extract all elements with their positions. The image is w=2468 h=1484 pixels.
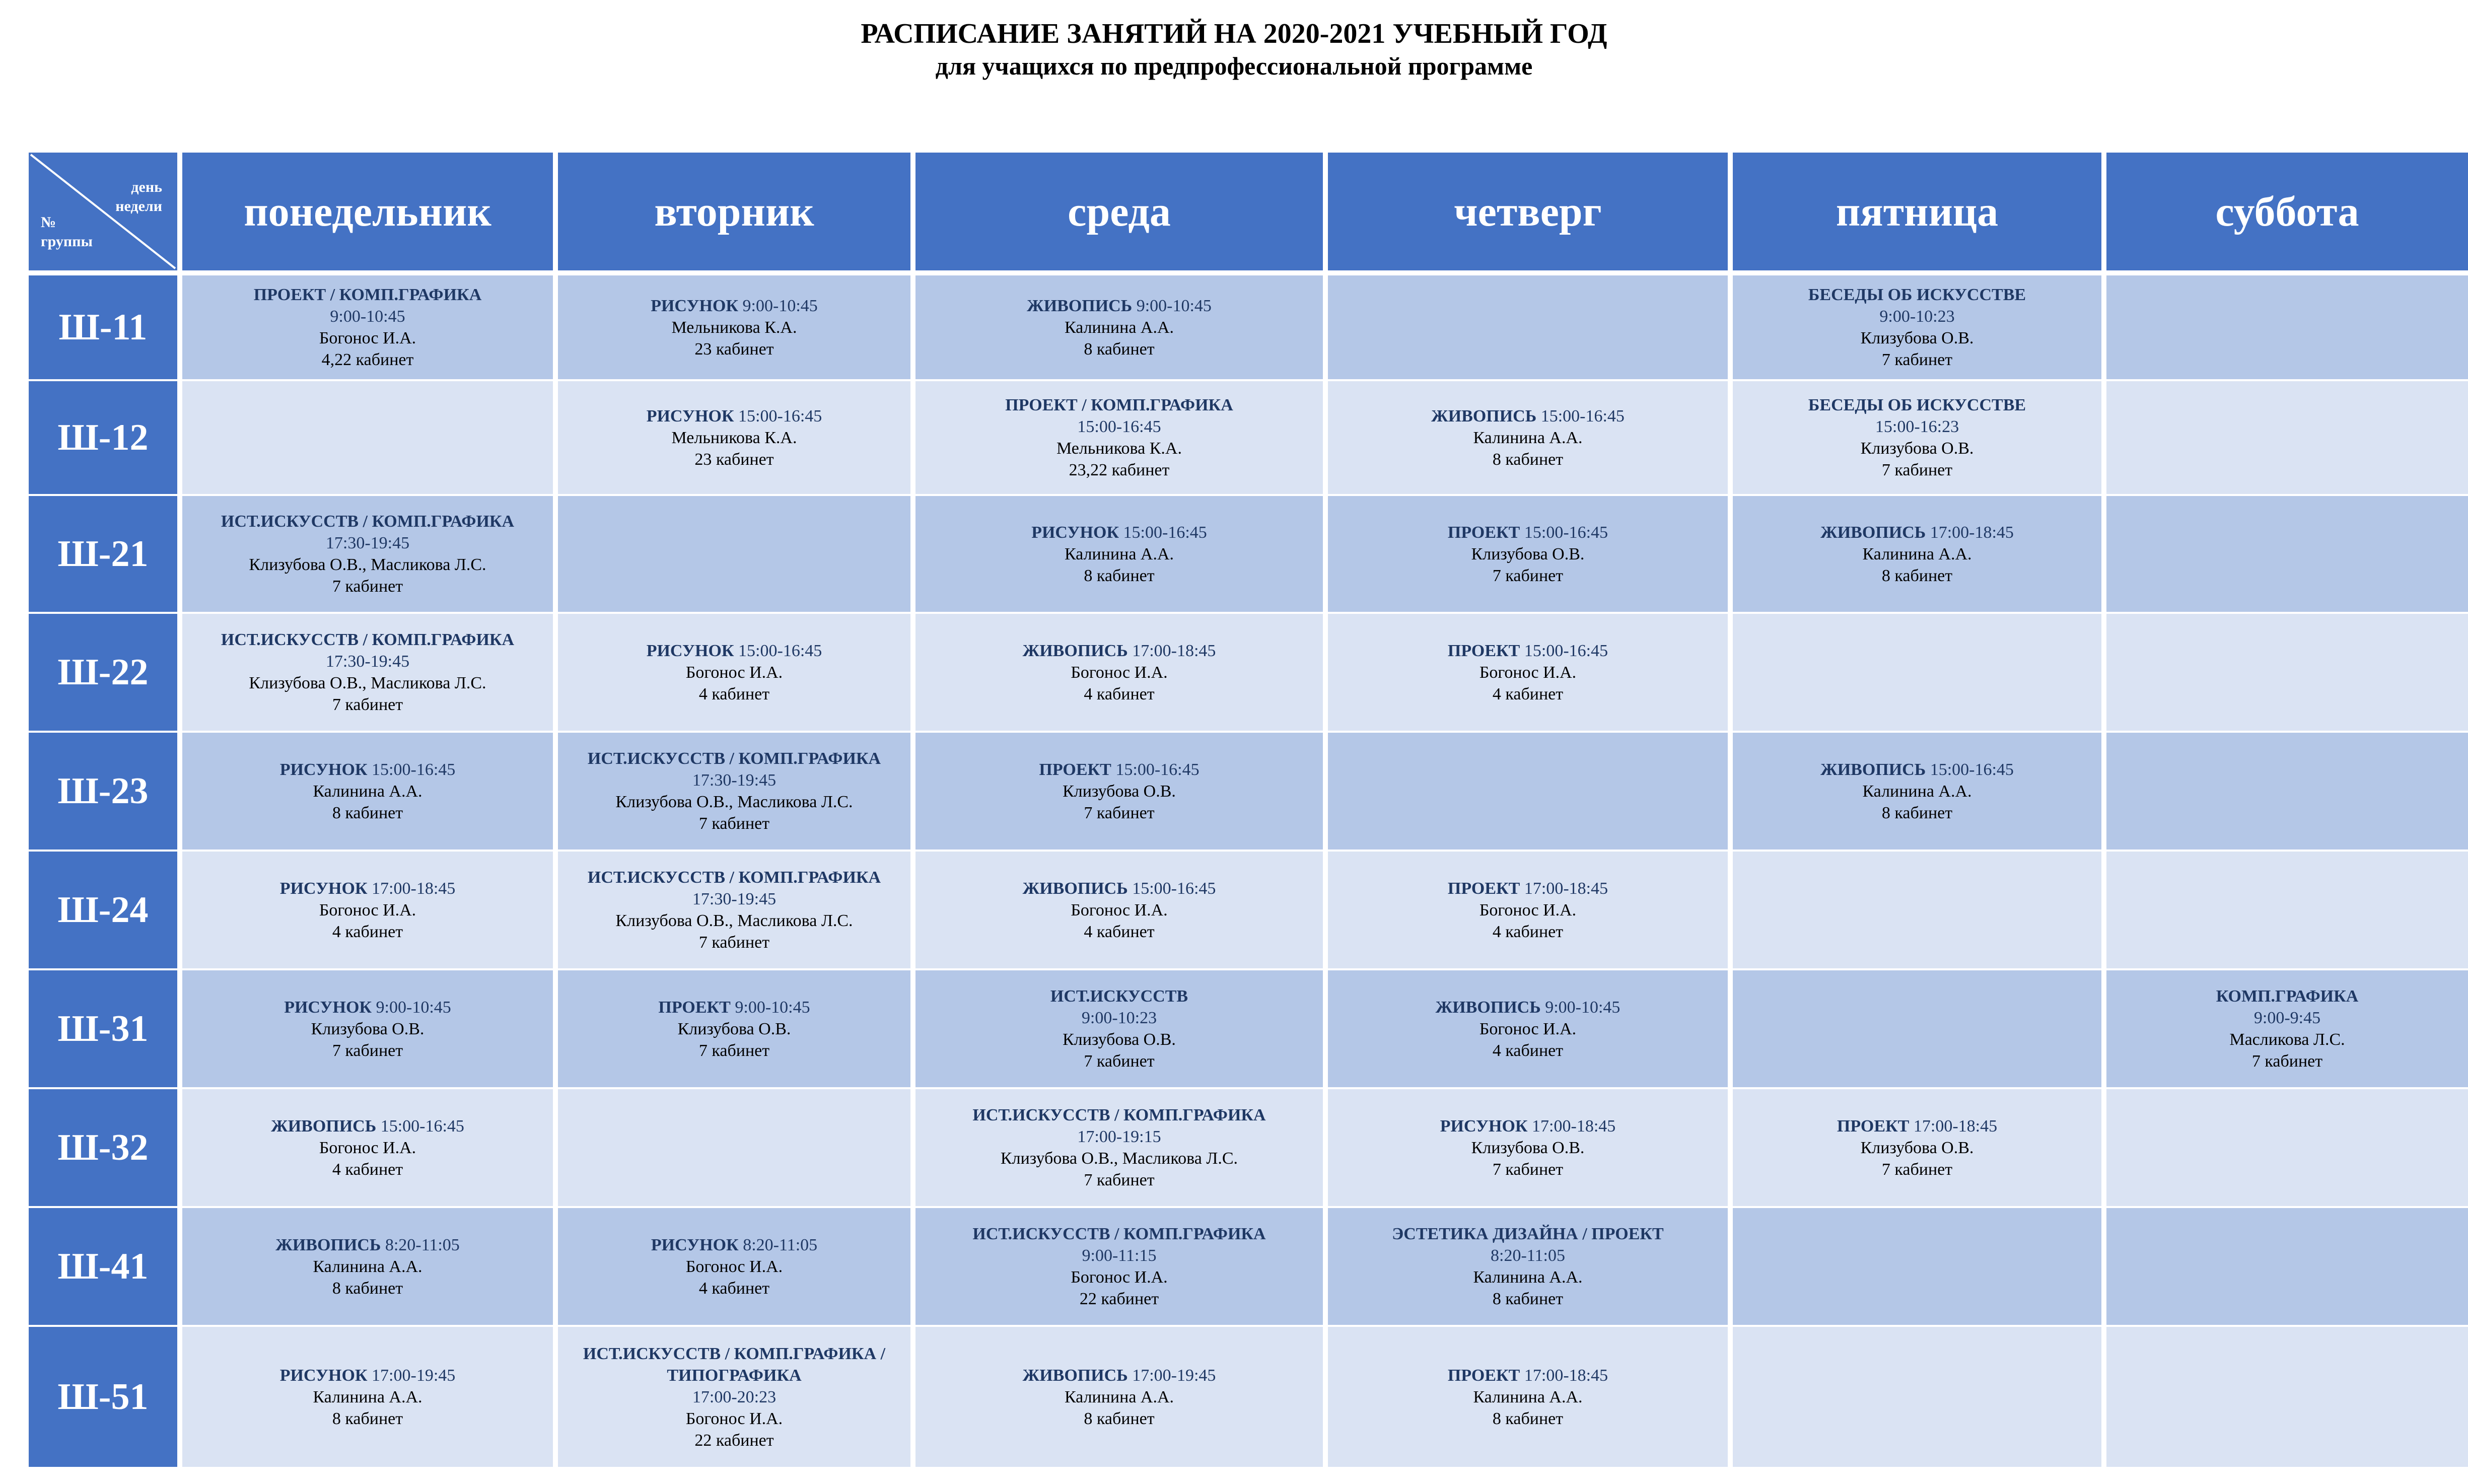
lesson-subject-line (221, 511, 514, 532)
lesson-room: 7 кабинет (332, 695, 403, 714)
lesson-time: 8:20-11:05 (385, 1235, 460, 1254)
lesson-teacher: Богонос И.А. (1071, 1268, 1168, 1287)
schedule-cell (558, 614, 910, 733)
schedule-cell (558, 496, 910, 614)
group-label: Ш-12 (29, 381, 177, 496)
day-header: пятница (1733, 153, 2101, 275)
lesson-room: 23 кабинет (694, 450, 774, 469)
lesson-room: 4 кабинет (332, 922, 403, 941)
schedule-cell (2106, 614, 2468, 733)
lesson-subject: ПРОЕКТ (1447, 641, 1520, 660)
lesson-room: 4 кабинет (1492, 1041, 1564, 1060)
schedule-cell (1733, 381, 2101, 496)
schedule-cell (1733, 496, 2101, 614)
schedule-cell (2106, 1208, 2468, 1327)
lesson-time: 17:00-19:45 (372, 1366, 456, 1385)
lesson-room: 7 кабинет (1492, 566, 1564, 585)
schedule-cell (2106, 381, 2468, 496)
lesson-room: 7 кабинет (698, 814, 770, 833)
lesson-teacher: Клизубова О.В. (1860, 439, 1974, 458)
lesson-subject-line (280, 878, 456, 899)
lesson-room: 8 кабинет (1881, 566, 1953, 585)
lesson-teacher: Богонос И.А. (1479, 900, 1577, 920)
lesson-subject-line (1448, 640, 1608, 662)
lesson-teacher: Богонос И.А. (319, 329, 416, 347)
schedule-cell (915, 614, 1323, 733)
page-subtitle: для учащихся по предпрофессиональной программе (935, 52, 1533, 80)
lesson-subject: БЕСЕДЫ ОБ ИСКУССТВЕ (1808, 286, 2026, 304)
corner-group-label (41, 213, 93, 251)
lesson-subject: РИСУНОК (1440, 1116, 1528, 1136)
schedule-cell (1328, 275, 1728, 381)
lesson-subject-line (1031, 522, 1207, 543)
lesson-subject: ЖИВОПИСЬ (1431, 406, 1537, 426)
lesson-room: 7 кабинет (1881, 1160, 1953, 1179)
lesson-subject-line (284, 997, 451, 1018)
lesson-room: 22 кабинет (1079, 1290, 1159, 1308)
lesson-teacher: Богонос И.А. (1071, 663, 1168, 682)
lesson-subject-line (221, 629, 514, 651)
lesson-subject: ПРОЕКТ (1837, 1116, 1910, 1136)
lesson-subject: ЖИВОПИСЬ (1820, 523, 1926, 542)
lesson-subject-line (1440, 1115, 1616, 1137)
lesson-room: 4 кабинет (698, 1279, 770, 1298)
lesson-time: 17:30-19:45 (692, 890, 777, 908)
lesson-subject-line (254, 284, 482, 306)
lesson-subject-line (1005, 394, 1233, 416)
lesson-time: 9:00-10:23 (1081, 1009, 1157, 1027)
lesson-time: 9:00-10:45 (376, 998, 451, 1017)
lesson-room: 8 кабинет (1084, 1409, 1155, 1428)
schedule-cell (1328, 1089, 1728, 1208)
lesson-time: 15:00-16:45 (1540, 406, 1625, 426)
lesson-subject: ЖИВОПИСЬ (1820, 760, 1926, 779)
lesson-subject: РИСУНОК (279, 1366, 368, 1385)
schedule-cell (915, 381, 1323, 496)
lesson-subject-line (271, 1115, 464, 1137)
lesson-subject-line (1039, 759, 1199, 781)
lesson-teacher: Калинина А.А. (1064, 544, 1174, 563)
schedule-cell (1328, 381, 1728, 496)
lesson-time: 17:00-18:45 (1524, 1366, 1608, 1385)
lesson-time: 17:00-20:23 (692, 1387, 777, 1406)
lesson-time: 17:00-18:45 (1132, 641, 1216, 660)
lesson-teacher: Клизубова О.В., Масликова Л.С. (249, 555, 486, 574)
lesson-time: 9:00-10:23 (1879, 307, 1955, 326)
lesson-teacher: Богонос И.А. (685, 1257, 783, 1276)
lesson-subject-line (280, 1365, 456, 1386)
lesson-subject: ЖИВОПИСЬ (1022, 879, 1128, 898)
lesson-teacher: Богонос И.А. (319, 900, 416, 920)
lesson-subject: ИСТ.ИСКУССТВ / КОМП.ГРАФИКА (221, 512, 515, 531)
schedule-cell (915, 970, 1323, 1089)
schedule-cell (558, 381, 910, 496)
lesson-room: 4,22 кабинет (321, 350, 414, 369)
lesson-time: 15:00-16:45 (1077, 417, 1161, 436)
lesson-room: 22 кабинет (694, 1431, 774, 1450)
lesson-subject: ПРОЕКТ / КОМП.ГРАФИКА (1005, 396, 1233, 414)
lesson-room: 4 кабинет (1084, 684, 1155, 703)
lesson-room: 23 кабинет (694, 339, 774, 359)
schedule-cell (1733, 970, 2101, 1089)
lesson-teacher: Клизубова О.В. (677, 1019, 791, 1038)
lesson-room: 8 кабинет (332, 803, 403, 822)
lesson-teacher: Калинина А.А. (1064, 1387, 1174, 1406)
lesson-teacher: Клизубова О.В. (1471, 544, 1585, 563)
lesson-teacher: Клизубова О.В. (1063, 1030, 1176, 1049)
lesson-time: 17:00-18:45 (1532, 1116, 1616, 1136)
lesson-subject-line (647, 640, 822, 662)
lesson-subject-line (558, 1343, 910, 1386)
lesson-time: 15:00-16:45 (1524, 641, 1608, 660)
lesson-teacher: Калинина А.А. (1473, 1268, 1583, 1287)
lesson-room: 4 кабинет (1084, 922, 1155, 941)
lesson-room: 7 кабинет (332, 577, 403, 596)
corner-group-label-1: № (41, 214, 56, 231)
lesson-room: 8 кабинет (1492, 1290, 1564, 1308)
lesson-subject: ЭСТЕТИКА ДИЗАЙНА / ПРОЕКТ (1392, 1225, 1664, 1243)
lesson-subject-line (658, 997, 810, 1018)
lesson-time: 8:20-11:05 (1491, 1246, 1565, 1265)
schedule-cell (1328, 614, 1728, 733)
corner-day-label-1: день (131, 179, 162, 195)
schedule-cell (1733, 733, 2101, 852)
lesson-subject: ПРОЕКТ (1447, 523, 1520, 542)
corner-day-label-2: недели (115, 198, 162, 215)
lesson-time: 15:00-16:45 (380, 1116, 464, 1136)
schedule-cell (182, 381, 553, 496)
lesson-teacher: Калинина А.А. (1473, 428, 1583, 447)
lesson-teacher: Богонос И.А. (1479, 1019, 1577, 1038)
schedule-cell (2106, 496, 2468, 614)
lesson-teacher: Клизубова О.В. (1860, 329, 1974, 347)
lesson-subject-line (1023, 1365, 1216, 1386)
lesson-subject: РИСУНОК (279, 879, 368, 898)
schedule-cell (915, 1208, 1323, 1327)
schedule-cell (1328, 852, 1728, 970)
lesson-subject-line (1436, 997, 1620, 1018)
lesson-time: 15:00-16:23 (1875, 417, 1959, 436)
lesson-time: 17:30-19:45 (325, 652, 410, 671)
lesson-room: 4 кабинет (698, 684, 770, 703)
lesson-subject-line (1448, 522, 1608, 543)
schedule-cell (182, 1089, 553, 1208)
schedule-cell (558, 1089, 910, 1208)
lesson-room: 4 кабинет (332, 1160, 403, 1179)
lesson-subject-line (1050, 985, 1188, 1007)
lesson-subject: ПРОЕКТ (1039, 760, 1111, 779)
lesson-subject: РИСУНОК (651, 296, 739, 315)
lesson-time: 17:30-19:45 (692, 771, 777, 790)
lesson-room: 8 кабинет (1084, 339, 1155, 359)
schedule-cell (1733, 1089, 2101, 1208)
lesson-subject-line (1837, 1115, 1997, 1137)
lesson-room: 8 кабинет (332, 1279, 403, 1298)
schedule-cell (182, 1327, 553, 1469)
lesson-subject: ПРОЕКТ (1447, 1366, 1520, 1385)
schedule-cell (558, 733, 910, 852)
lesson-teacher: Калинина А.А. (1862, 544, 1972, 563)
lesson-subject: ЖИВОПИСЬ (1022, 1366, 1128, 1385)
lesson-subject-line (2216, 985, 2359, 1007)
day-header: вторник (558, 153, 910, 275)
group-label: Ш-24 (29, 852, 177, 970)
lesson-subject-line (651, 1234, 817, 1256)
lesson-subject-line (280, 759, 456, 781)
lesson-subject: ЖИВОПИСЬ (1027, 296, 1133, 315)
schedule-cell (2106, 1089, 2468, 1208)
schedule-cell (1328, 733, 1728, 852)
lesson-time: 15:00-16:45 (1123, 523, 1207, 542)
lesson-subject: ЖИВОПИСЬ (271, 1116, 377, 1136)
schedule-cell (2106, 852, 2468, 970)
schedule-cell (915, 1089, 1323, 1208)
lesson-subject: ИСТ.ИСКУССТВ / КОМП.ГРАФИКА (587, 749, 881, 768)
lesson-subject-line (588, 867, 881, 888)
schedule-cell (182, 496, 553, 614)
schedule-cell (915, 1327, 1323, 1469)
lesson-subject-line (1431, 405, 1625, 427)
group-label: Ш-51 (29, 1327, 177, 1469)
group-label: Ш-23 (29, 733, 177, 852)
day-header: четверг (1328, 153, 1728, 275)
schedule-cell (558, 1208, 910, 1327)
lesson-teacher: Калинина А.А. (1064, 318, 1174, 337)
lesson-room: 7 кабинет (332, 1041, 403, 1060)
lesson-teacher: Клизубова О.В., Масликова Л.С. (249, 674, 486, 692)
lesson-subject-line (1448, 1365, 1608, 1386)
lesson-teacher: Богонос И.А. (1071, 900, 1168, 920)
schedule-cell (2106, 733, 2468, 852)
lesson-room: 7 кабинет (698, 933, 770, 952)
lesson-subject-line (275, 1234, 460, 1256)
lesson-subject: КОМП.ГРАФИКА (2216, 987, 2359, 1006)
lesson-subject: ИСТ.ИСКУССТВ (1050, 987, 1188, 1006)
lesson-teacher: Клизубова О.В. (1471, 1138, 1585, 1157)
lesson-time: 17:00-18:45 (1930, 523, 2014, 542)
lesson-time: 17:00-19:45 (1132, 1366, 1216, 1385)
schedule-cell (1328, 496, 1728, 614)
schedule-cell (182, 1208, 553, 1327)
lesson-teacher: Калинина А.А. (313, 1387, 422, 1406)
lesson-room: 7 кабинет (1881, 350, 1953, 369)
lesson-time: 15:00-16:45 (1524, 523, 1608, 542)
lesson-room: 8 кабинет (1881, 803, 1953, 822)
lesson-teacher: Калинина А.А. (313, 1257, 422, 1276)
lesson-time: 17:00-19:15 (1077, 1127, 1161, 1146)
lesson-subject-line (647, 405, 822, 427)
lesson-subject: БЕСЕДЫ ОБ ИСКУССТВЕ (1808, 396, 2026, 414)
corner-day-label (115, 178, 162, 216)
schedule-cell (2106, 970, 2468, 1089)
lesson-subject: РИСУНОК (284, 998, 372, 1017)
schedule-cell (1328, 970, 1728, 1089)
lesson-subject-line (1808, 394, 2026, 416)
schedule-cell (1733, 1327, 2101, 1469)
lesson-subject: ЖИВОПИСЬ (275, 1235, 381, 1254)
lesson-subject: ИСТ.ИСКУССТВ / КОМП.ГРАФИКА (972, 1225, 1266, 1243)
schedule-cell (1733, 852, 2101, 970)
lesson-room: 23,22 кабинет (1069, 461, 1170, 479)
lesson-teacher: Богонос И.А. (319, 1138, 416, 1157)
lesson-room: 7 кабинет (698, 1041, 770, 1060)
lesson-subject: РИСУНОК (646, 641, 734, 660)
lesson-time: 17:30-19:45 (325, 534, 410, 552)
lesson-time: 8:20-11:05 (743, 1235, 818, 1254)
lesson-subject: РИСУНОК (651, 1235, 739, 1254)
lesson-time: 17:00-18:45 (372, 879, 456, 898)
group-label: Ш-32 (29, 1089, 177, 1208)
title-block (0, 17, 2468, 82)
lesson-time: 17:00-18:45 (1913, 1116, 1998, 1136)
schedule-cell (915, 852, 1323, 970)
lesson-time: 17:00-18:45 (1524, 879, 1608, 898)
lesson-room: 4 кабинет (1492, 922, 1564, 941)
schedule-cell (182, 970, 553, 1089)
lesson-time: 9:00-10:45 (1545, 998, 1620, 1017)
schedule-cell (1328, 1327, 1728, 1469)
lesson-subject-line (1808, 284, 2026, 306)
corner-group-label-2: группы (41, 233, 93, 250)
schedule-table (29, 153, 2443, 1466)
lesson-subject-line (651, 295, 818, 317)
group-label: Ш-11 (29, 275, 177, 381)
lesson-room: 7 кабинет (1084, 1052, 1155, 1071)
day-header: понедельник (182, 153, 553, 275)
lesson-teacher: Мельникова К.А. (671, 428, 797, 447)
schedule-cell (915, 275, 1323, 381)
lesson-time: 15:00-16:45 (1930, 760, 2014, 779)
lesson-subject-line (1023, 640, 1216, 662)
schedule-cell (1733, 1208, 2101, 1327)
lesson-time: 15:00-16:45 (738, 641, 822, 660)
lesson-subject-line (972, 1104, 1265, 1126)
lesson-time: 15:00-16:45 (1132, 879, 1216, 898)
lesson-teacher: Мельникова К.А. (1056, 439, 1182, 458)
corner-header (29, 153, 177, 275)
lesson-room: 8 кабинет (1492, 1409, 1564, 1428)
lesson-teacher: Богонос И.А. (1479, 663, 1577, 682)
lesson-subject: ЖИВОПИСЬ (1435, 998, 1541, 1017)
schedule-cell (2106, 1327, 2468, 1469)
lesson-room: 7 кабинет (2251, 1052, 2323, 1071)
lesson-subject-line (1448, 878, 1608, 899)
lesson-subject: РИСУНОК (646, 406, 734, 426)
schedule-cell (1328, 1208, 1728, 1327)
lesson-teacher: Богонос И.А. (685, 663, 783, 682)
lesson-time: 9:00-9:45 (2253, 1009, 2321, 1027)
group-label: Ш-22 (29, 614, 177, 733)
schedule-cell (558, 275, 910, 381)
lesson-room: 7 кабинет (1084, 1171, 1155, 1189)
lesson-subject: ИСТ.ИСКУССТВ / КОМП.ГРАФИКА (972, 1106, 1266, 1124)
schedule-cell (182, 275, 553, 381)
lesson-teacher: Клизубова О.В., Масликова Л.С. (615, 911, 853, 930)
lesson-teacher: Калинина А.А. (1473, 1387, 1583, 1406)
lesson-teacher: Клизубова О.В., Масликова Л.С. (1000, 1149, 1238, 1168)
lesson-subject-line (972, 1223, 1265, 1245)
lesson-subject: РИСУНОК (1031, 523, 1119, 542)
lesson-time: 9:00-11:15 (1082, 1246, 1157, 1265)
lesson-room: 4 кабинет (1492, 684, 1564, 703)
group-label: Ш-31 (29, 970, 177, 1089)
lesson-teacher: Клизубова О.В. (1063, 782, 1176, 801)
lesson-teacher: Калинина А.А. (1862, 782, 1972, 801)
page-title: РАСПИСАНИЕ ЗАНЯТИЙ НА 2020-2021 УЧЕБНЫЙ ГОД (861, 18, 1607, 49)
lesson-teacher: Богонос И.А. (685, 1409, 783, 1428)
lesson-room: 7 кабинет (1881, 461, 1953, 479)
lesson-time: 9:00-10:45 (735, 998, 810, 1017)
lesson-teacher: Клизубова О.В. (1860, 1138, 1974, 1157)
group-label: Ш-41 (29, 1208, 177, 1327)
lesson-time: 9:00-10:45 (742, 296, 818, 315)
schedule-cell (1733, 275, 2101, 381)
lesson-subject-line (1392, 1223, 1664, 1245)
lesson-teacher: Мельникова К.А. (671, 318, 797, 337)
lesson-room: 8 кабинет (1492, 450, 1564, 469)
lesson-subject-line (1023, 878, 1216, 899)
lesson-time: 15:00-16:45 (1115, 760, 1200, 779)
lesson-teacher: Калинина А.А. (313, 782, 422, 801)
lesson-subject-line (1820, 522, 2014, 543)
schedule-cell (558, 852, 910, 970)
lesson-room: 8 кабинет (332, 1409, 403, 1428)
schedule-cell (1733, 614, 2101, 733)
schedule-cell (915, 733, 1323, 852)
lesson-time: 9:00-10:45 (330, 307, 405, 326)
lesson-subject-line (588, 748, 881, 769)
lesson-subject: ИСТ.ИСКУССТВ / КОМП.ГРАФИКА (221, 630, 515, 649)
lesson-time: 15:00-16:45 (738, 406, 822, 426)
lesson-subject-line (1820, 759, 2014, 781)
lesson-subject: ПРОЕКТ (658, 998, 731, 1017)
lesson-time: 15:00-16:45 (372, 760, 456, 779)
schedule-cell (182, 733, 553, 852)
schedule-cell (558, 970, 910, 1089)
lesson-subject: ИСТ.ИСКУССТВ / КОМП.ГРАФИКА / ТИПОГРАФИКА (583, 1344, 886, 1385)
lesson-room: 8 кабинет (1084, 566, 1155, 585)
schedule-cell (182, 614, 553, 733)
lesson-time: 9:00-10:45 (1136, 296, 1212, 315)
day-header: среда (915, 153, 1323, 275)
lesson-room: 7 кабинет (1492, 1160, 1564, 1179)
day-header: суббота (2106, 153, 2468, 275)
lesson-subject: ЖИВОПИСЬ (1022, 641, 1128, 660)
schedule-cell (558, 1327, 910, 1469)
lesson-subject: ИСТ.ИСКУССТВ / КОМП.ГРАФИКА (587, 868, 881, 887)
lesson-room: 7 кабинет (1084, 803, 1155, 822)
lesson-teacher: Клизубова О.В. (311, 1019, 425, 1038)
lesson-subject-line (1027, 295, 1212, 317)
lesson-subject: ПРОЕКТ / КОМП.ГРАФИКА (253, 286, 482, 304)
lesson-teacher: Клизубова О.В., Масликова Л.С. (615, 793, 853, 811)
lesson-subject: ПРОЕКТ (1447, 879, 1520, 898)
schedule-cell (2106, 275, 2468, 381)
schedule-cell (182, 852, 553, 970)
group-label: Ш-21 (29, 496, 177, 614)
lesson-subject: РИСУНОК (279, 760, 368, 779)
schedule-cell (915, 496, 1323, 614)
lesson-teacher: Масликова Л.С. (2229, 1030, 2345, 1049)
